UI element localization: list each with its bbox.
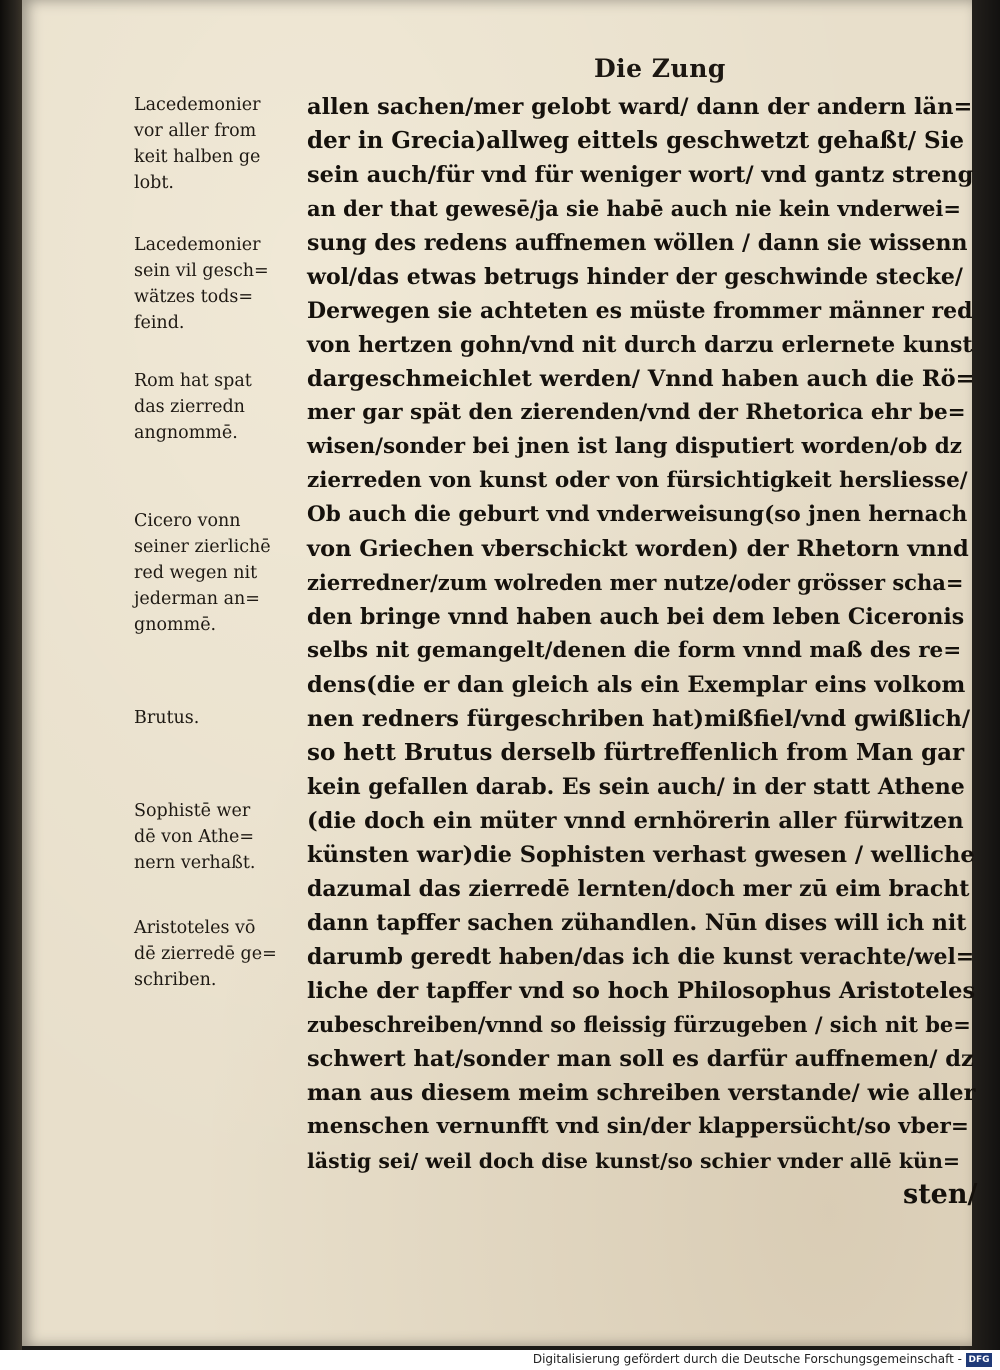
text-line: man aus diesem meim schreiben verstande/ wie aller (307, 1080, 976, 1106)
marginal-note: Brutus. (134, 708, 200, 728)
text-line: allen sachen/mer gelobt ward/ dann der andern län= (307, 94, 973, 120)
text-line: von Griechen vberschickt worden) der Rhetorn vnnd (307, 536, 969, 562)
marginal-note: Sophistē wer dē von Athe= nern verhaßt. (134, 801, 256, 873)
text-line: mer gar spät den zierenden/vnd der Rhetorica ehr be= (307, 400, 966, 425)
text-line: menschen vernunfft vnd sin/der klappersücht/so vber= (307, 1114, 969, 1139)
text-line: wol/das etwas betrugs hinder der geschwinde stecke/ (307, 264, 963, 290)
text-line: von hertzen gohn/vnd nit durch darzu erlernete kunst (307, 332, 973, 358)
text-line: dann tapffer sachen zühandlen. Nūn dises will ich nit (307, 910, 967, 936)
text-line: schwert hat/sonder man soll es darfür auffnemen/ dz (307, 1046, 974, 1072)
text-line: den bringe vnnd haben auch bei dem leben Ciceronis (307, 604, 965, 630)
text-line: selbs nit gemangelt/denen die form vnnd maß des re= (307, 638, 962, 663)
text-line: Derwegen sie achteten es müste frommer männer red (307, 298, 973, 324)
text-line: an der that gewesē/ja sie habē auch nie kein vnderwei= (307, 196, 961, 221)
text-line: Ob auch die geburt vnd vnderweisung(so jnen hernach (307, 502, 968, 527)
text-line: sung des redens auffnemen wöllen / dann sie wissenn (307, 230, 968, 256)
text-line: lästig sei/ weil doch dise kunst/so schier vnder allē kün= (307, 1149, 961, 1173)
catchword: sten/ (903, 1179, 978, 1210)
book-spine (0, 0, 22, 1370)
marginal-note: Aristoteles vō dē zierredē ge= schriben. (134, 918, 277, 990)
text-line: liche der tapffer vnd so hoch Philosophus Aristoteles (307, 978, 976, 1004)
dfg-logo: DFG (966, 1353, 992, 1367)
text-line: wisen/sonder bei jnen ist lang disputiert worden/ob dz (307, 434, 963, 459)
text-line: (die doch ein müter vnnd ernhörerin aller fürwitzen (307, 808, 964, 834)
text-line: künsten war)die Sophisten verhast gwesen / welliche (307, 842, 975, 868)
marginal-note: Lacedemonier sein vil gesch= wätzes tods= feind. (134, 235, 269, 333)
marginal-note: Lacedemonier vor aller from keit halben ge lobt. (134, 95, 261, 193)
text-line: nen redners fürgeschriben hat)mißfiel/vnd gwißlich/ (307, 706, 971, 732)
book-page (22, 0, 978, 1346)
text-line: zierredner/zum wolreden mer nutze/oder grösser scha= (307, 570, 964, 595)
text-line: zubeschreiben/vnnd so fleissig fürzugeben / sich nit be= (307, 1012, 971, 1037)
digitization-footer (0, 1350, 1000, 1370)
running-head: Die Zung (594, 54, 726, 83)
marginal-note: Rom hat spat das zierredn angnommē. (134, 371, 252, 443)
text-line: darumb geredt haben/das ich die kunst verachte/wel= (307, 944, 975, 970)
text-line: dens(die er dan gleich als ein Exemplar eins volkom (307, 672, 966, 698)
funding-credit: Digitalisierung gefördert durch die Deutsche Forschungsgemeinschaft - (532, 1352, 962, 1366)
text-line: zierreden von kunst oder von fürsichtigkeit hersliesse/ (307, 468, 968, 493)
marginal-note: Cicero vonn seiner zierlichē red wegen nit jederman an= gnommē. (134, 511, 271, 635)
text-line: der in Grecia)allweg eittels geschwetzt gehaßt/ Sie (307, 127, 965, 154)
text-line: dazumal das zierredē lernten/doch mer zū eim bracht (307, 876, 970, 902)
text-line: sein auch/für vnd für weniger wort/ vnd gantz streng (307, 162, 974, 188)
text-line: kein gefallen darab. Es sein auch/ in der statt Athene (307, 774, 965, 800)
text-line: so hett Brutus derselb fürtreffenlich from Man gar (307, 739, 965, 766)
text-line: dargeschmeichlet werden/ Vnnd haben auch die Rö= (307, 366, 975, 392)
